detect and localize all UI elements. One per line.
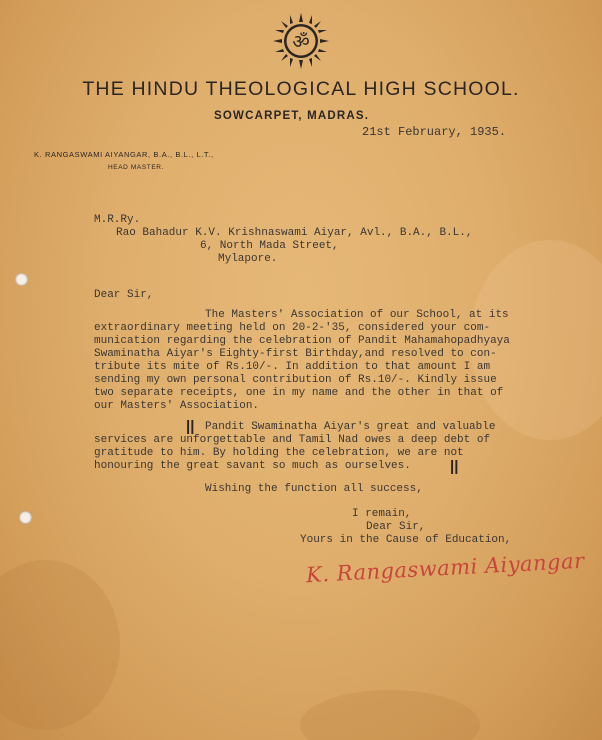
body-line: two separate receipts, one in my name and the other in that of [94, 387, 504, 399]
stain [0, 560, 120, 730]
school-name: THE HINDU THEOLOGICAL HIGH SCHOOL. [82, 78, 520, 100]
letter-date: 21st February, 1935. [362, 125, 507, 139]
punch-hole [15, 273, 28, 286]
body-line: gratitude to him. By holding the celebration, we are not [94, 447, 464, 459]
wishing-line: Wishing the function all success, [205, 483, 423, 495]
body-line: munication regarding the celebration of Pandit Mahamahopadhyaya [94, 335, 510, 347]
closing-line: I remain, [352, 508, 412, 520]
margin-mark: || [450, 458, 459, 475]
body-line: Pandit Swaminatha Aiyar's great and valuable [205, 421, 496, 433]
body-line: honouring the great savant so much as ourselves. [94, 460, 411, 472]
body-line: services are unforgettable and Tamil Nad owes a deep debt of [94, 434, 491, 446]
handwritten-signature: K. Rangaswami Aiyangar [305, 548, 586, 588]
stain [300, 690, 480, 740]
closing-line: Dear Sir, [366, 521, 426, 533]
body-line: Swaminatha Aiyar's Eighty-first Birthday,and resolved to con- [94, 348, 497, 360]
body-line: sending my own personal contribution of Rs.10/-. Kindly issue [94, 374, 497, 386]
body-line: tribute its mite of Rs.10/-. In addition to that amount I am [94, 361, 491, 373]
greeting: Dear Sir, [94, 289, 154, 301]
svg-text:ॐ: ॐ [292, 31, 310, 53]
body-line: our Masters' Association. [94, 400, 260, 412]
closing-line: Yours in the Cause of Education, [300, 534, 512, 546]
om-emblem-icon [272, 12, 330, 70]
headmaster-name: K. RANGASWAMI AIYANGAR, B.A., B.L., L.T., [34, 150, 214, 159]
punch-hole [19, 511, 32, 524]
recipient-area: Mylapore. [218, 253, 278, 265]
headmaster-title: HEAD MASTER. [108, 164, 164, 171]
body-line: extraordinary meeting held on 20-2-'35, considered your com- [94, 322, 491, 334]
body-line: The Masters' Association of our School, at its [205, 309, 509, 321]
school-address: SOWCARPET, MADRAS. [214, 110, 370, 122]
recipient-name: Rao Bahadur K.V. Krishnaswami Aiyar, Avl., B.A., B.L., [116, 227, 473, 239]
recipient-street: 6, North Mada Street, [200, 240, 339, 252]
margin-mark: || [186, 418, 195, 435]
recipient-salutation: M.R.Ry. [94, 214, 141, 226]
